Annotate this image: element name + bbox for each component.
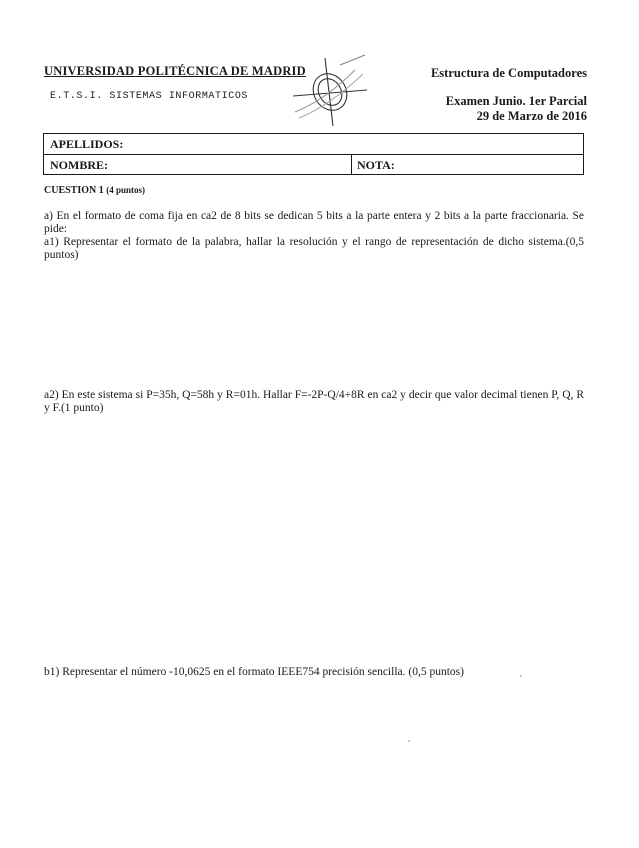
box-divider xyxy=(351,155,352,174)
school-name: E.T.S.I. SISTEMAS INFORMATICOS xyxy=(50,91,249,102)
question-part-a xyxy=(44,210,584,262)
scan-speck xyxy=(520,675,522,677)
scan-speck xyxy=(408,740,410,742)
surname-row[interactable] xyxy=(44,134,583,155)
part-a2-text: a2) En este sistema si P=35h, Q=58h y R=01h. Hallar F=-2P-Q/4+8R en ca2 y decir que valor decimal tienen P, Q, R y F.(1 punto) xyxy=(44,389,584,414)
grade-label: NOTA: xyxy=(357,158,395,172)
part-a-text: a) En el formato de coma fija en ca2 de 8 bits se dedican 5 bits a la parte entera y 2 bits a la parte fraccionaria. Se pide: xyxy=(44,210,584,235)
question-number: CUESTION 1 xyxy=(44,185,104,196)
part-a1-text: a1) Representar el formato de la palabra, hallar la resolución y el rango de representación de dicho sistema.(0,5 puntos) xyxy=(44,236,584,261)
part-b1-text: b1) Representar el número -10,0625 en el formato IEEE754 precisión sencilla. (0,5 puntos) xyxy=(44,666,464,678)
name-grade-row xyxy=(44,155,583,174)
student-info-box xyxy=(43,133,584,175)
university-emblem-icon xyxy=(285,50,375,130)
subject-title: Estructura de Computadores xyxy=(430,66,587,80)
name-label: NOMBRE: xyxy=(50,158,108,172)
exam-date: 29 de Marzo de 2016 xyxy=(476,109,587,123)
university-name: UNIVERSIDAD POLITÉCNICA DE MADRID xyxy=(44,64,306,78)
question-title xyxy=(44,185,145,196)
question-points: (4 puntos) xyxy=(106,185,146,195)
exam-title: Examen Junio. 1er Parcial xyxy=(445,94,587,108)
surname-label: APELLIDOS: xyxy=(50,137,124,151)
